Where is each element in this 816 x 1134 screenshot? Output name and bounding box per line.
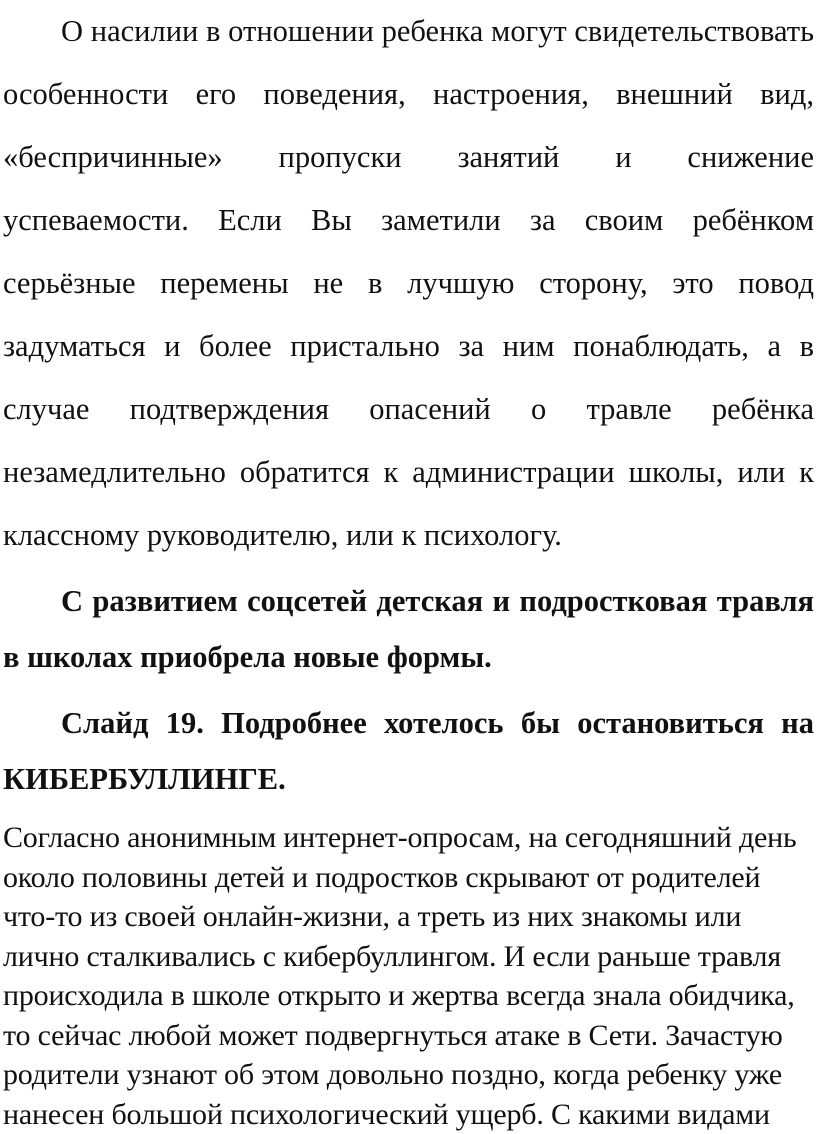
paragraph-violence-signs: О насилии в отношении ребенка могут свидетельствовать особенности его поведения, настроения, внешний вид, «беспричинные» пропуски занятий и снижение успеваемости. Если Вы заметили за своим ребёнком серьёзные перемены не в лучшую сторону, это повод задуматься и более пристально за ним понаблюдать, а в случае подтверждения опасений о травле ребёнка незамедлительно обратится к администрации школы, или к классному руководителю, или к психологу. xyxy=(3,14,814,552)
paragraph-social-networks: С развитием соцсетей детская и подростковая травля в школах приобрела новые формы. xyxy=(3,584,814,674)
paragraph-cyberbullying: Согласно анонимным интернет-опросам, на сегодняшний день около половины детей и подростков скрывают от родителей что-то из своей онлайн-жизни, а треть из них знакомы или лично сталкивались с кибербуллингом. И если раньше травля происходила в школе открыто и жертва всегда знала обидчика, то сейчас любой может подвергнуться атаке в Сети. Зачастую родители узнают об этом довольно поздно, когда ребенку уже нанесен большой психологический ущерб. С какими видами xyxy=(3,821,797,1131)
paragraph-slide-19: Слайд 19. Подробнее хотелось бы остановиться на КИБЕРБУЛЛИНГЕ. xyxy=(3,706,814,796)
